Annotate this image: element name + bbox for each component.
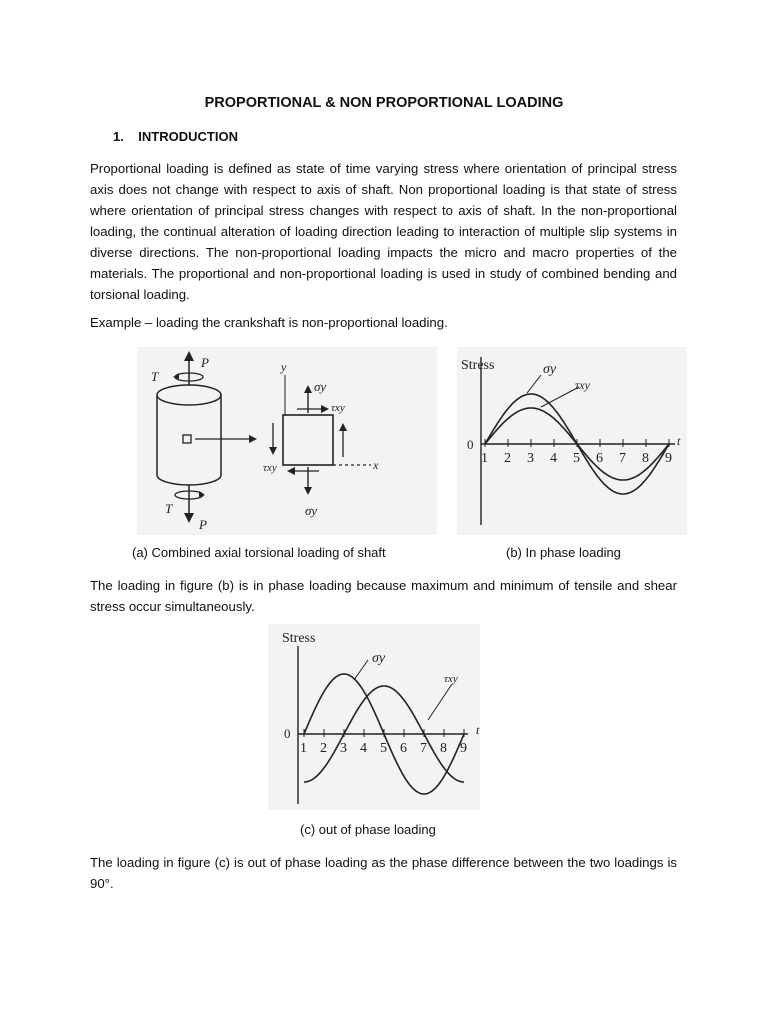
figure-b-caption: (b) In phase loading <box>506 545 621 560</box>
label-t-top: T <box>151 369 159 384</box>
intro-paragraph: Proportional loading is defined as state of time varying stress where orientation of principal stress axis does not change with respect to axis of shaft. Non proportional loading is that state of stress where orientation of principal stress changes with respect to axis of shaft. In the non-proportional loading, the continual alteration of loading direction leading to interaction of multiple slip systems in diverse directions. The non-proportional loading impacts the micro and macro properties of the materials. The proportional and non-proportional loading is used in study of combined bending and torsional loading. <box>90 161 677 302</box>
label-p-bottom: P <box>199 517 207 532</box>
tick-label: 8 <box>440 741 447 756</box>
tick-label: 9 <box>460 741 467 756</box>
label-y-axis: y <box>281 360 287 374</box>
paragraph-c: The loading in figure (c) is out of phase loading as the phase difference between the two loadings is 90°. <box>90 855 677 891</box>
tick-label: 8 <box>642 451 649 466</box>
label-p-top: P <box>201 355 209 370</box>
tick-label: 5 <box>380 741 387 756</box>
figure-b-legend-sigma: σy <box>543 362 557 377</box>
example-text: Example – loading the crankshaft is non-proportional loading. <box>90 315 448 330</box>
figure-c-caption: (c) out of phase loading <box>300 822 436 837</box>
tick-label: 3 <box>527 451 534 466</box>
figure-b-xlabel: t <box>677 434 681 448</box>
section-number: 1. <box>113 129 124 144</box>
tick-label: 2 <box>320 741 327 756</box>
label-x-axis: x <box>373 458 379 472</box>
label-tau-left: τxy <box>263 462 277 474</box>
figure-b <box>457 347 687 535</box>
tick-label: 9 <box>665 451 672 466</box>
section-heading <box>113 129 238 144</box>
figure-a <box>137 347 437 535</box>
tick-label: 7 <box>619 451 626 466</box>
tick-label: 5 <box>573 451 580 466</box>
tick-label: 4 <box>550 451 557 466</box>
section-title: INTRODUCTION <box>138 129 238 144</box>
figure-b-legend-tau: τxy <box>575 378 590 392</box>
figure-c <box>268 624 480 810</box>
tick-label: 6 <box>400 741 407 756</box>
figure-b-origin: 0 <box>467 437 474 452</box>
label-sigma-top: σy <box>314 379 327 394</box>
label-tau-top: τxy <box>331 402 345 414</box>
figure-c-origin: 0 <box>284 726 291 741</box>
figure-b-ylabel: Stress <box>461 358 495 373</box>
tick-label: 1 <box>300 741 307 756</box>
tick-label: 4 <box>360 741 367 756</box>
figure-a-diagram <box>137 347 437 535</box>
label-t-bottom: T <box>165 501 173 516</box>
page-title: PROPORTIONAL & NON PROPORTIONAL LOADING <box>204 95 564 111</box>
tick-label: 3 <box>340 741 347 756</box>
paragraph-b: The loading in figure (b) is in phase loading because maximum and minimum of tensile and shear stress occur simultaneously. <box>90 578 677 614</box>
figure-c-xlabel: t <box>476 723 480 737</box>
figure-c-chart <box>268 624 480 810</box>
tick-label: 6 <box>596 451 603 466</box>
label-sigma-bottom: σy <box>305 503 318 518</box>
tick-label: 1 <box>481 451 488 466</box>
tick-label: 7 <box>420 741 427 756</box>
figure-a-caption: (a) Combined axial torsional loading of shaft <box>132 545 386 560</box>
figure-c-legend-tau: τxy <box>444 673 458 685</box>
tick-label: 2 <box>504 451 511 466</box>
figure-c-ylabel: Stress <box>282 631 316 646</box>
figure-c-legend-sigma: σy <box>372 651 386 666</box>
figure-b-chart <box>457 347 687 535</box>
